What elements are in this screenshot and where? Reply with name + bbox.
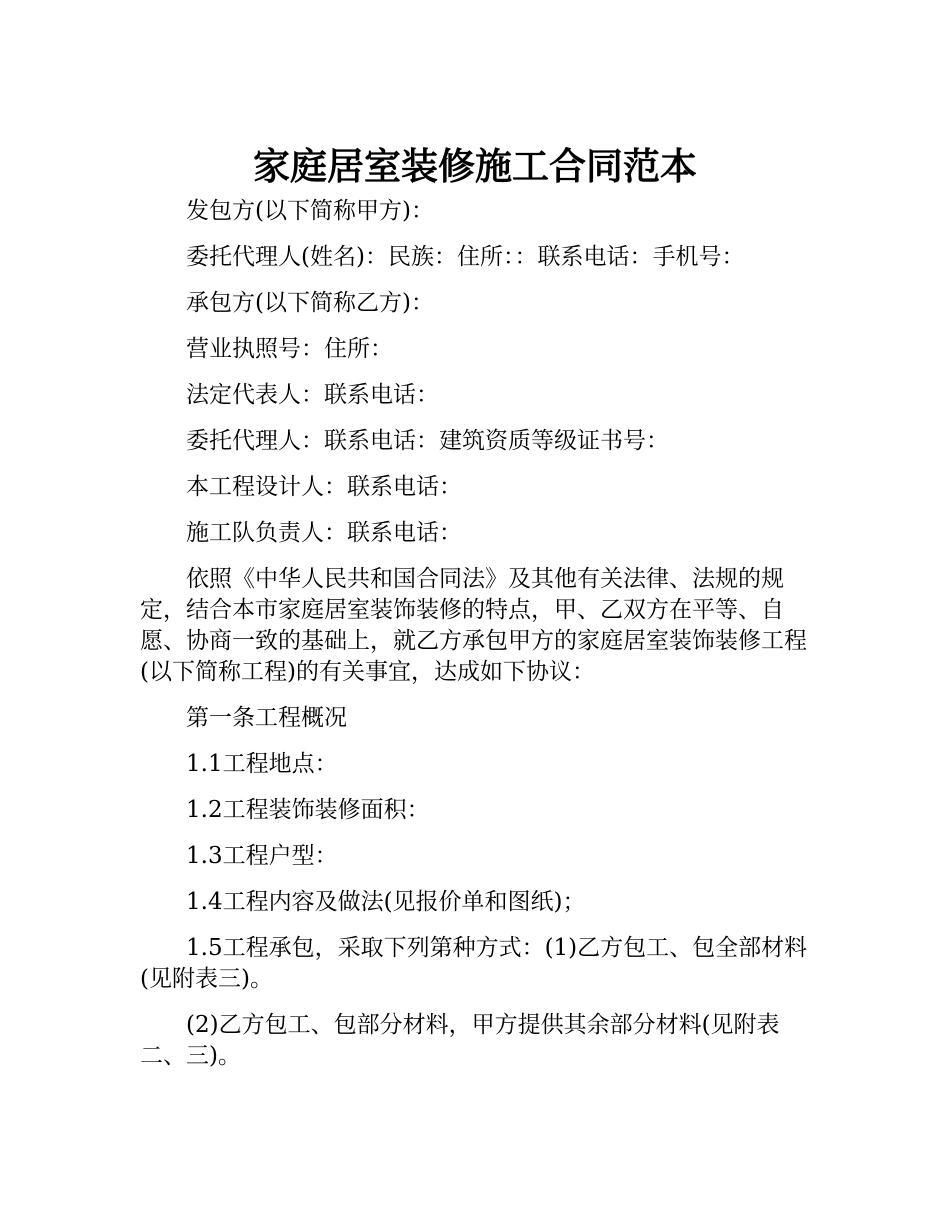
paragraph-legal-representative: 法定代表人：联系电话： xyxy=(186,382,439,408)
clause-1-5: 1.5工程承包，采取下列第种方式：(1)乙方包工、包全部材料(见附表三)。 xyxy=(140,935,808,992)
clause-1-2: 1.2工程装饰装修面积： xyxy=(186,797,430,823)
paragraph-designer: 本工程设计人：联系电话： xyxy=(186,474,462,500)
paragraph-team-leader: 施工队负责人：联系电话： xyxy=(186,520,462,546)
clause-1-3: 1.3工程户型： xyxy=(186,843,338,869)
clause-1-4: 1.4工程内容及做法(见报价单和图纸)； xyxy=(186,889,586,915)
paragraph-contractor: 承包方(以下简称乙方)： xyxy=(186,290,434,316)
clause-1-5-option-2: (2)乙方包工、包部分材料，甲方提供其余部分材料(见附表二、三)。 xyxy=(140,1012,780,1069)
document-title: 家庭居室装修施工合同范本 xyxy=(253,144,697,188)
paragraph-business-license: 营业执照号：住所： xyxy=(186,336,393,362)
paragraph-employer: 发包方(以下简称甲方)： xyxy=(186,198,434,224)
paragraph-preamble: 依照《中华人民共和国合同法》及其他有关法律、法规的规定，结合本市家庭居室装饰装修的特点，甲、乙双方在平等、自愿、协商一致的基础上，就乙方承包甲方的家庭居室装饰装修工程(以下简称工程)的有关事宜，达成如下协议： xyxy=(140,566,807,685)
paragraph-contractor-agent: 委托代理人：联系电话：建筑资质等级证书号： xyxy=(186,428,669,454)
article-one-heading: 第一条工程概况 xyxy=(186,705,347,731)
clause-1-1: 1.1工程地点： xyxy=(186,751,338,777)
document-body xyxy=(140,196,820,1087)
paragraph-employer-agent: 委托代理人(姓名)：民族：住所：：联系电话：手机号： xyxy=(186,244,745,270)
